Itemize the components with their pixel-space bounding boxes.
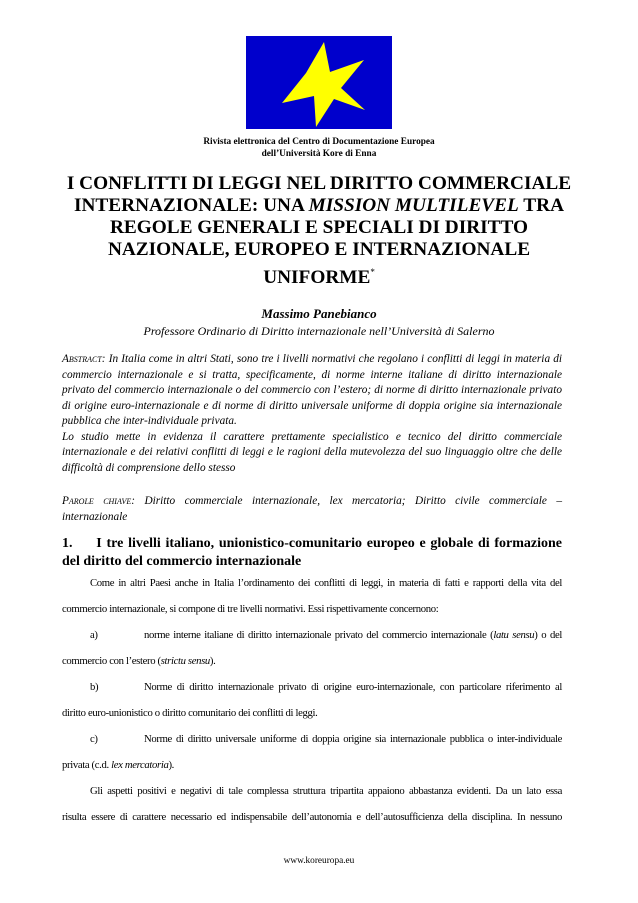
- author-affiliation: Professore Ordinario di Diritto internazionale nell’Università di Salerno: [143, 324, 495, 338]
- body-line: commercio internazionale, si compone di tre livelli normativi. Essi rispettivamente concernono:: [62, 603, 439, 615]
- keywords-text: Diritto commerciale internazionale, lex mercatoria; Diritto civile commerciale – internazionale: [62, 495, 563, 523]
- body-text: [62, 576, 562, 836]
- list-label-a: a): [90, 629, 98, 641]
- star-shape: [282, 42, 365, 127]
- section-number: 1.: [62, 536, 73, 551]
- eu-star-icon: [246, 36, 392, 129]
- body-line: risulta essere di carattere necessario ed indispensabile dell’autonomia e dell’autosufficienza della disciplina. In nessuno: [62, 811, 562, 823]
- eu-star-logo: [246, 36, 392, 129]
- list-label-b: b): [90, 681, 99, 693]
- abstract-label: Abstract:: [62, 353, 106, 365]
- abstract-paragraph-2: Lo studio mette in evidenza il carattere prettamente specialistico e tecnico del diritto commerciale internazionale e dei relativi conflitti di leggi e le ragioni della mutevolezza del suo linguaggio oltre che delle difficoltà di comprensione dello stesso: [62, 430, 562, 474]
- section-title: I tre livelli italiano, unionistico-comunitario europeo e globale di formazione del diritto del commercio internazionale: [62, 536, 563, 569]
- list-item-c-line-2: [62, 758, 174, 773]
- list-item-c-line: Norme di diritto universale uniforme di doppia origine sia internazionale pubblica o inter-individuale: [144, 733, 562, 745]
- keywords: [62, 494, 562, 525]
- list-item-a2-text: commercio con l’estero (: [62, 655, 161, 667]
- list-item-c2-text-end: ).: [168, 759, 174, 771]
- list-item-a-text: norme interne italiane di diritto internazionale privato del commercio internazionale (: [144, 629, 494, 641]
- abstract: [62, 352, 562, 476]
- list-item-b-line: Norme di diritto internazionale privato di origine euro-internazionale, con particolare riferimento al: [144, 681, 562, 693]
- journal-institution: dell’Università Kore di Enna: [261, 149, 377, 159]
- title-footnote-mark[interactable]: *: [370, 267, 375, 277]
- keywords-label: Parole chiave:: [62, 495, 136, 507]
- list-item-a-italic: latu sensu: [493, 629, 535, 641]
- title-italic-part: MISSION MULTILEVEL: [308, 195, 519, 216]
- journal-name: Rivista elettronica del Centro di Documentazione Europea: [203, 137, 435, 147]
- list-item-a-line-2: [62, 654, 215, 669]
- list-item-a-line: [144, 628, 562, 643]
- list-item-c2-text: privata (c.d.: [62, 759, 112, 771]
- title-part1: I CONFLITTI DI LEGGI NEL DIRITTO COMMERCIALE INTERNAZIONALE: UNA: [66, 173, 572, 216]
- footer-url[interactable]: www.koreuropa.eu: [283, 856, 355, 866]
- body-line: Gli aspetti positivi e negativi di tale complessa struttura tripartita appaiono abbastanza evidenti. Da un lato essa: [90, 785, 562, 797]
- article-title: [60, 173, 578, 289]
- list-label-c: c): [90, 733, 98, 745]
- list-item-a2-italic: strictu sensu: [160, 655, 210, 667]
- list-item-b-line-2: diritto euro-unionistico o diritto comunitario dei conflitti di leggi.: [62, 707, 318, 719]
- section-heading: [62, 535, 562, 571]
- title-part3: TRA REGOLE GENERALI E SPECIALI DI DIRITTO NAZIONALE, EUROPEO E INTERNAZIONALE UNIFORME: [107, 195, 564, 288]
- list-item-a2-text-end: ).: [209, 655, 216, 667]
- list-item-a-text-end: ) o del: [534, 629, 562, 641]
- journal-header: [100, 136, 538, 160]
- list-item-c2-italic: lex mercatoria: [111, 759, 169, 771]
- author-name: Massimo Panebianco: [261, 306, 377, 321]
- abstract-paragraph-1: [62, 352, 562, 430]
- abstract-text-1: In Italia come in altri Stati, sono tre i livelli normativi che regolano i conflitti di leggi in materia di commercio internazionale e si tratta, specificamente, di norme interne italiane di diritto internazionale privato del commercio internazionale o del commercio con l’estero; di norme di diritto internazionale privato di origine euro-internazionale e di norme di diritto universale uniforme di doppia origine sia internazionale pubblica che inter-individuale privata.: [62, 353, 562, 427]
- body-line: Come in altri Paesi anche in Italia l’ordinamento dei conflitti di leggi, in materia di fatti e rapporti della vita del: [90, 577, 562, 589]
